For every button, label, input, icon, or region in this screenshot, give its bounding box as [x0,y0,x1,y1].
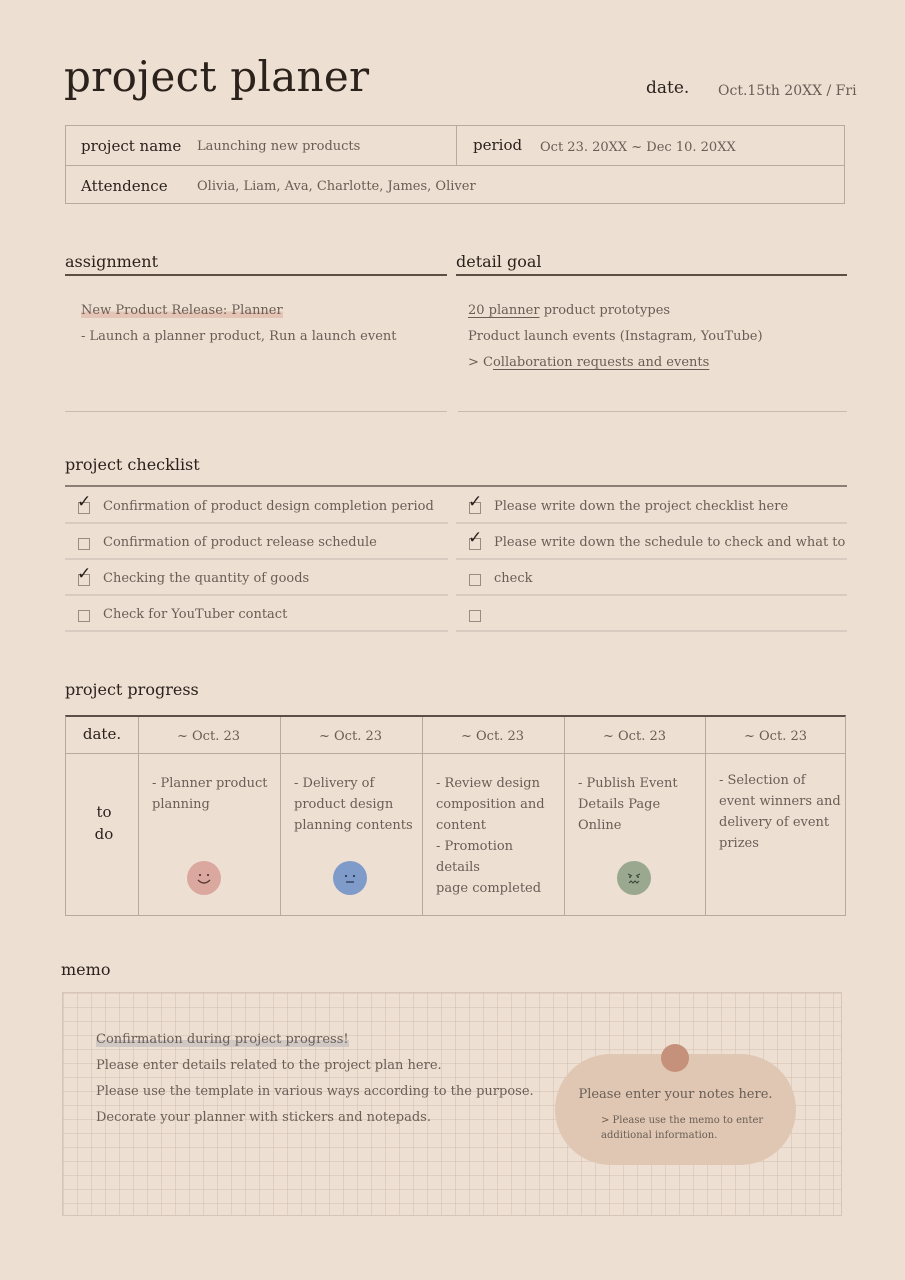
checklist-row [65,596,448,632]
progress-date-cell[interactable]: ~ Oct. 23 [461,729,524,744]
smile-face-icon [187,861,221,895]
period-label: period [473,136,523,154]
progress-todo-line: event winners and [719,794,841,809]
memo-content[interactable] [96,1027,536,1131]
progress-column-divider [564,717,565,915]
progress-todo-line: page completed [436,881,542,896]
detail-goal-line-2: Product launch events (Instagram, YouTube) [468,329,763,344]
assignment-line-1: New Product Release: Planner [81,303,283,318]
check-mark-icon: ✓ [468,528,483,548]
progress-todo-line: - Publish Event [578,776,678,791]
period-value[interactable]: Oct 23. 20XX ~ Dec 10. 20XX [540,140,736,155]
progress-todo-cell[interactable] [578,773,701,836]
progress-column-divider [705,717,706,915]
detail-goal-title: detail goal [456,252,542,271]
info-divider-vertical [456,126,457,165]
progress-todo-line: delivery of event [719,815,830,830]
progress-title: project progress [65,680,199,699]
page-title: project planer [64,52,370,101]
progress-todo-line: - Promotion details [436,839,514,875]
assignment-bottom-rule [65,411,447,412]
progress-todo-cell[interactable] [152,773,275,815]
checklist-row [65,488,448,524]
progress-todo-label [66,801,142,845]
checklist-item-text: Please write down the schedule to check and what to [494,535,846,550]
checklist-row [456,560,847,596]
checklist-row [456,488,847,524]
checklist-item-text: Confirmation of product design completion period [103,499,434,514]
progress-todo-line: - Delivery of [294,776,375,791]
checklist-item-text: Please write down the project checklist here [494,499,789,514]
progress-date-cell[interactable]: ~ Oct. 23 [603,729,666,744]
progress-column-divider [280,717,281,915]
project-name-label: project name [81,137,182,155]
progress-date-label: date. [82,725,122,743]
checklist-row [456,596,847,632]
progress-todo-line: composition and [436,797,545,812]
project-name-value[interactable]: Launching new products [197,139,361,154]
neutral-face-icon [333,861,367,895]
progress-todo-line: - Planner product [152,776,268,791]
progress-date-cell[interactable]: ~ Oct. 23 [744,729,807,744]
checkbox[interactable] [78,538,90,550]
annoyed-face-icon [617,861,651,895]
progress-todo-cell[interactable] [294,773,417,836]
detail-goal-line-1-underlined: 20 planner [468,303,540,318]
progress-column-divider [138,717,139,915]
detail-goal-rule [456,274,847,276]
checklist-right-column [456,488,847,632]
attendence-value[interactable]: Olivia, Liam, Ava, Charlotte, James, Oliver [197,179,476,194]
memo-line-2: Please enter details related to the project plan here. [96,1058,442,1073]
assignment-rule [65,274,447,276]
assignment-title: assignment [65,252,158,271]
checklist-row [456,524,847,560]
progress-table [65,715,846,916]
check-mark-icon: ✓ [77,564,92,584]
detail-goal-line-1-rest: product prototypes [539,303,671,318]
checklist-item-text: check [494,571,533,586]
checkbox[interactable] [469,574,481,586]
progress-date-cell[interactable]: ~ Oct. 23 [177,729,240,744]
progress-todo-line: Details Page [578,797,661,812]
progress-todo-line: content [436,818,486,833]
detail-goal-content[interactable] [468,298,843,376]
memo-line-4: Decorate your planner with stickers and notepads. [96,1110,431,1125]
memo-line-1: Confirmation during project progress! [96,1032,349,1047]
checklist-item-text: Checking the quantity of goods [103,571,310,586]
checklist-item-text: Confirmation of product release schedule [103,535,377,550]
progress-todo-line: - Review design [436,776,540,791]
detail-goal-bottom-rule [458,411,847,412]
progress-todo-label-2: do [94,825,114,843]
checkbox[interactable] [78,610,90,622]
progress-todo-cell[interactable] [436,773,559,899]
check-mark-icon: ✓ [77,492,92,512]
date-label: date. [646,78,690,98]
checklist-row [65,560,448,596]
assignment-line-2: - Launch a planner product, Run a launch event [81,329,397,344]
checklist-item-text: Check for YouTuber contact [103,607,288,622]
detail-goal-line-3-underlined: ollaboration requests and events [492,355,710,370]
progress-header-divider [66,753,845,754]
note-line-2: additional information. [601,1130,718,1141]
note-body [601,1113,781,1143]
progress-todo-line: Online [578,818,622,833]
checkbox[interactable] [469,610,481,622]
progress-todo-cell[interactable] [719,770,842,854]
memo-line-3: Please use the template in various ways according to the purpose. [96,1084,534,1099]
progress-todo-line: prizes [719,836,759,851]
checklist-row [65,524,448,560]
pin-icon [661,1044,689,1072]
date-value: Oct.15th 20XX / Fri [718,83,857,99]
note-line-1: > Please use the memo to enter [601,1115,764,1126]
memo-title: memo [61,960,111,979]
project-info-table [65,125,845,204]
assignment-content[interactable] [81,298,441,350]
checklist-left-column [65,488,448,632]
checklist-rule [65,485,847,487]
detail-goal-line-3-prefix: > C [468,355,493,370]
info-divider-horizontal [66,165,844,166]
progress-todo-line: product design [294,797,394,812]
checklist-title: project checklist [65,455,200,474]
attendence-label: Attendence [81,177,168,195]
progress-todo-line: planning [152,797,210,812]
check-mark-icon: ✓ [468,492,483,512]
progress-todo-line: - Selection of [719,773,806,788]
note-title: Please enter your notes here. [578,1087,773,1102]
progress-date-cell[interactable]: ~ Oct. 23 [319,729,382,744]
progress-todo-label-1: to [96,803,112,821]
progress-column-divider [422,717,423,915]
progress-todo-line: planning contents [294,818,413,833]
